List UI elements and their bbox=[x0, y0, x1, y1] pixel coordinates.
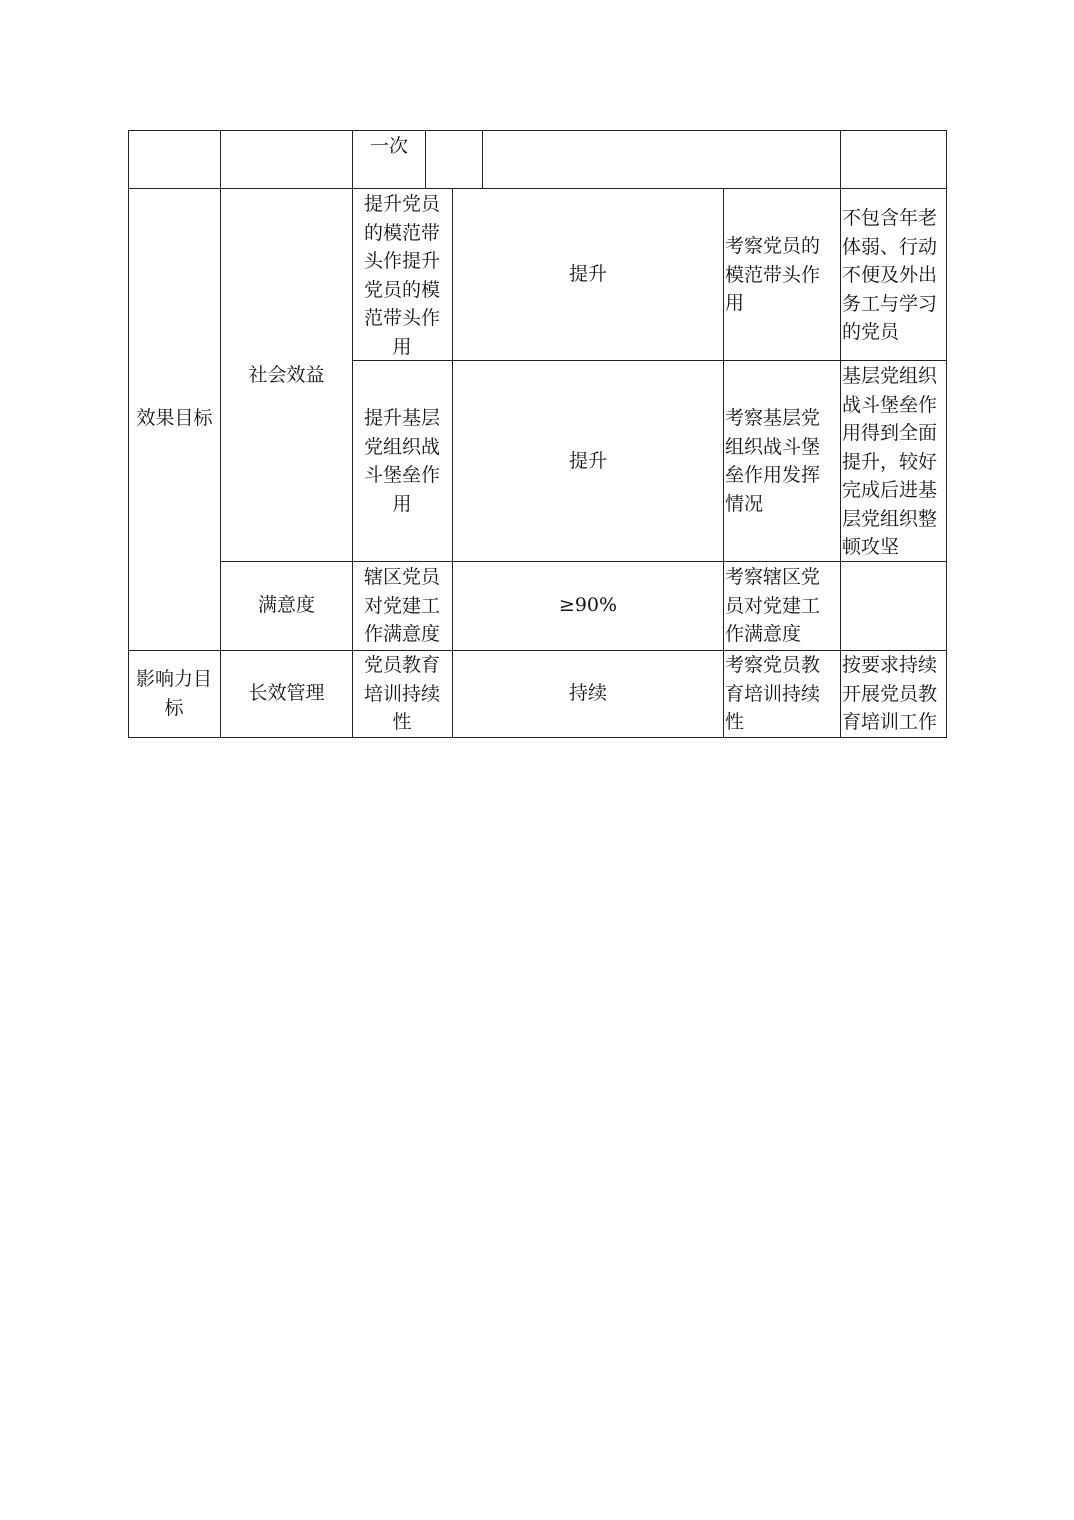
subcategory-long-term-management: 长效管理 bbox=[248, 682, 325, 704]
col-divider bbox=[723, 188, 724, 738]
table-border-left bbox=[128, 130, 129, 738]
col-divider bbox=[425, 130, 426, 188]
carry-row-frequency: 一次 bbox=[369, 135, 408, 157]
note-cell: 不包含年老体弱、行动不便及外出务工与学习的党员 bbox=[842, 207, 938, 343]
description-cell: 考察党员教育培训持续性 bbox=[725, 654, 821, 733]
col-divider bbox=[482, 130, 483, 188]
target-value-cell: 持续 bbox=[568, 682, 607, 704]
category-influence: 影响力目标 bbox=[135, 668, 212, 719]
indicator-cell: 提升党员的模范带头作提升党员的模范带头作用 bbox=[363, 193, 440, 358]
col-divider bbox=[840, 130, 841, 738]
note-cell: 按要求持续开展党员教育培训工作 bbox=[842, 654, 938, 733]
category-effect: 效果目标 bbox=[136, 407, 213, 429]
description-cell: 考察辖区党员对党建工作满意度 bbox=[725, 566, 821, 645]
target-value-cell: 提升 bbox=[568, 263, 607, 285]
col-divider bbox=[352, 130, 353, 738]
description-cell: 考察基层党组织战斗堡垒作用发挥情况 bbox=[725, 407, 821, 515]
row-divider bbox=[220, 561, 947, 562]
table-border-right bbox=[946, 130, 947, 738]
target-value-cell: 提升 bbox=[568, 450, 607, 472]
indicator-cell: 辖区党员对党建工作满意度 bbox=[363, 566, 440, 645]
description-cell: 考察党员的模范带头作用 bbox=[725, 235, 821, 314]
note-cell: 基层党组织战斗堡垒作用得到全面提升，较好完成后进基层党组织整顿攻坚 bbox=[842, 365, 938, 558]
subcategory-satisfaction: 满意度 bbox=[257, 594, 315, 616]
indicator-cell: 提升基层党组织战斗堡垒作用 bbox=[363, 407, 440, 515]
table-border-bottom bbox=[128, 737, 947, 738]
col-divider bbox=[220, 130, 221, 738]
target-value-cell: ≥90% bbox=[558, 594, 618, 616]
subcategory-social-benefit: 社会效益 bbox=[248, 364, 325, 386]
table-border-top bbox=[128, 130, 947, 131]
indicator-cell: 党员教育培训持续性 bbox=[363, 654, 440, 733]
row-divider bbox=[128, 188, 947, 189]
